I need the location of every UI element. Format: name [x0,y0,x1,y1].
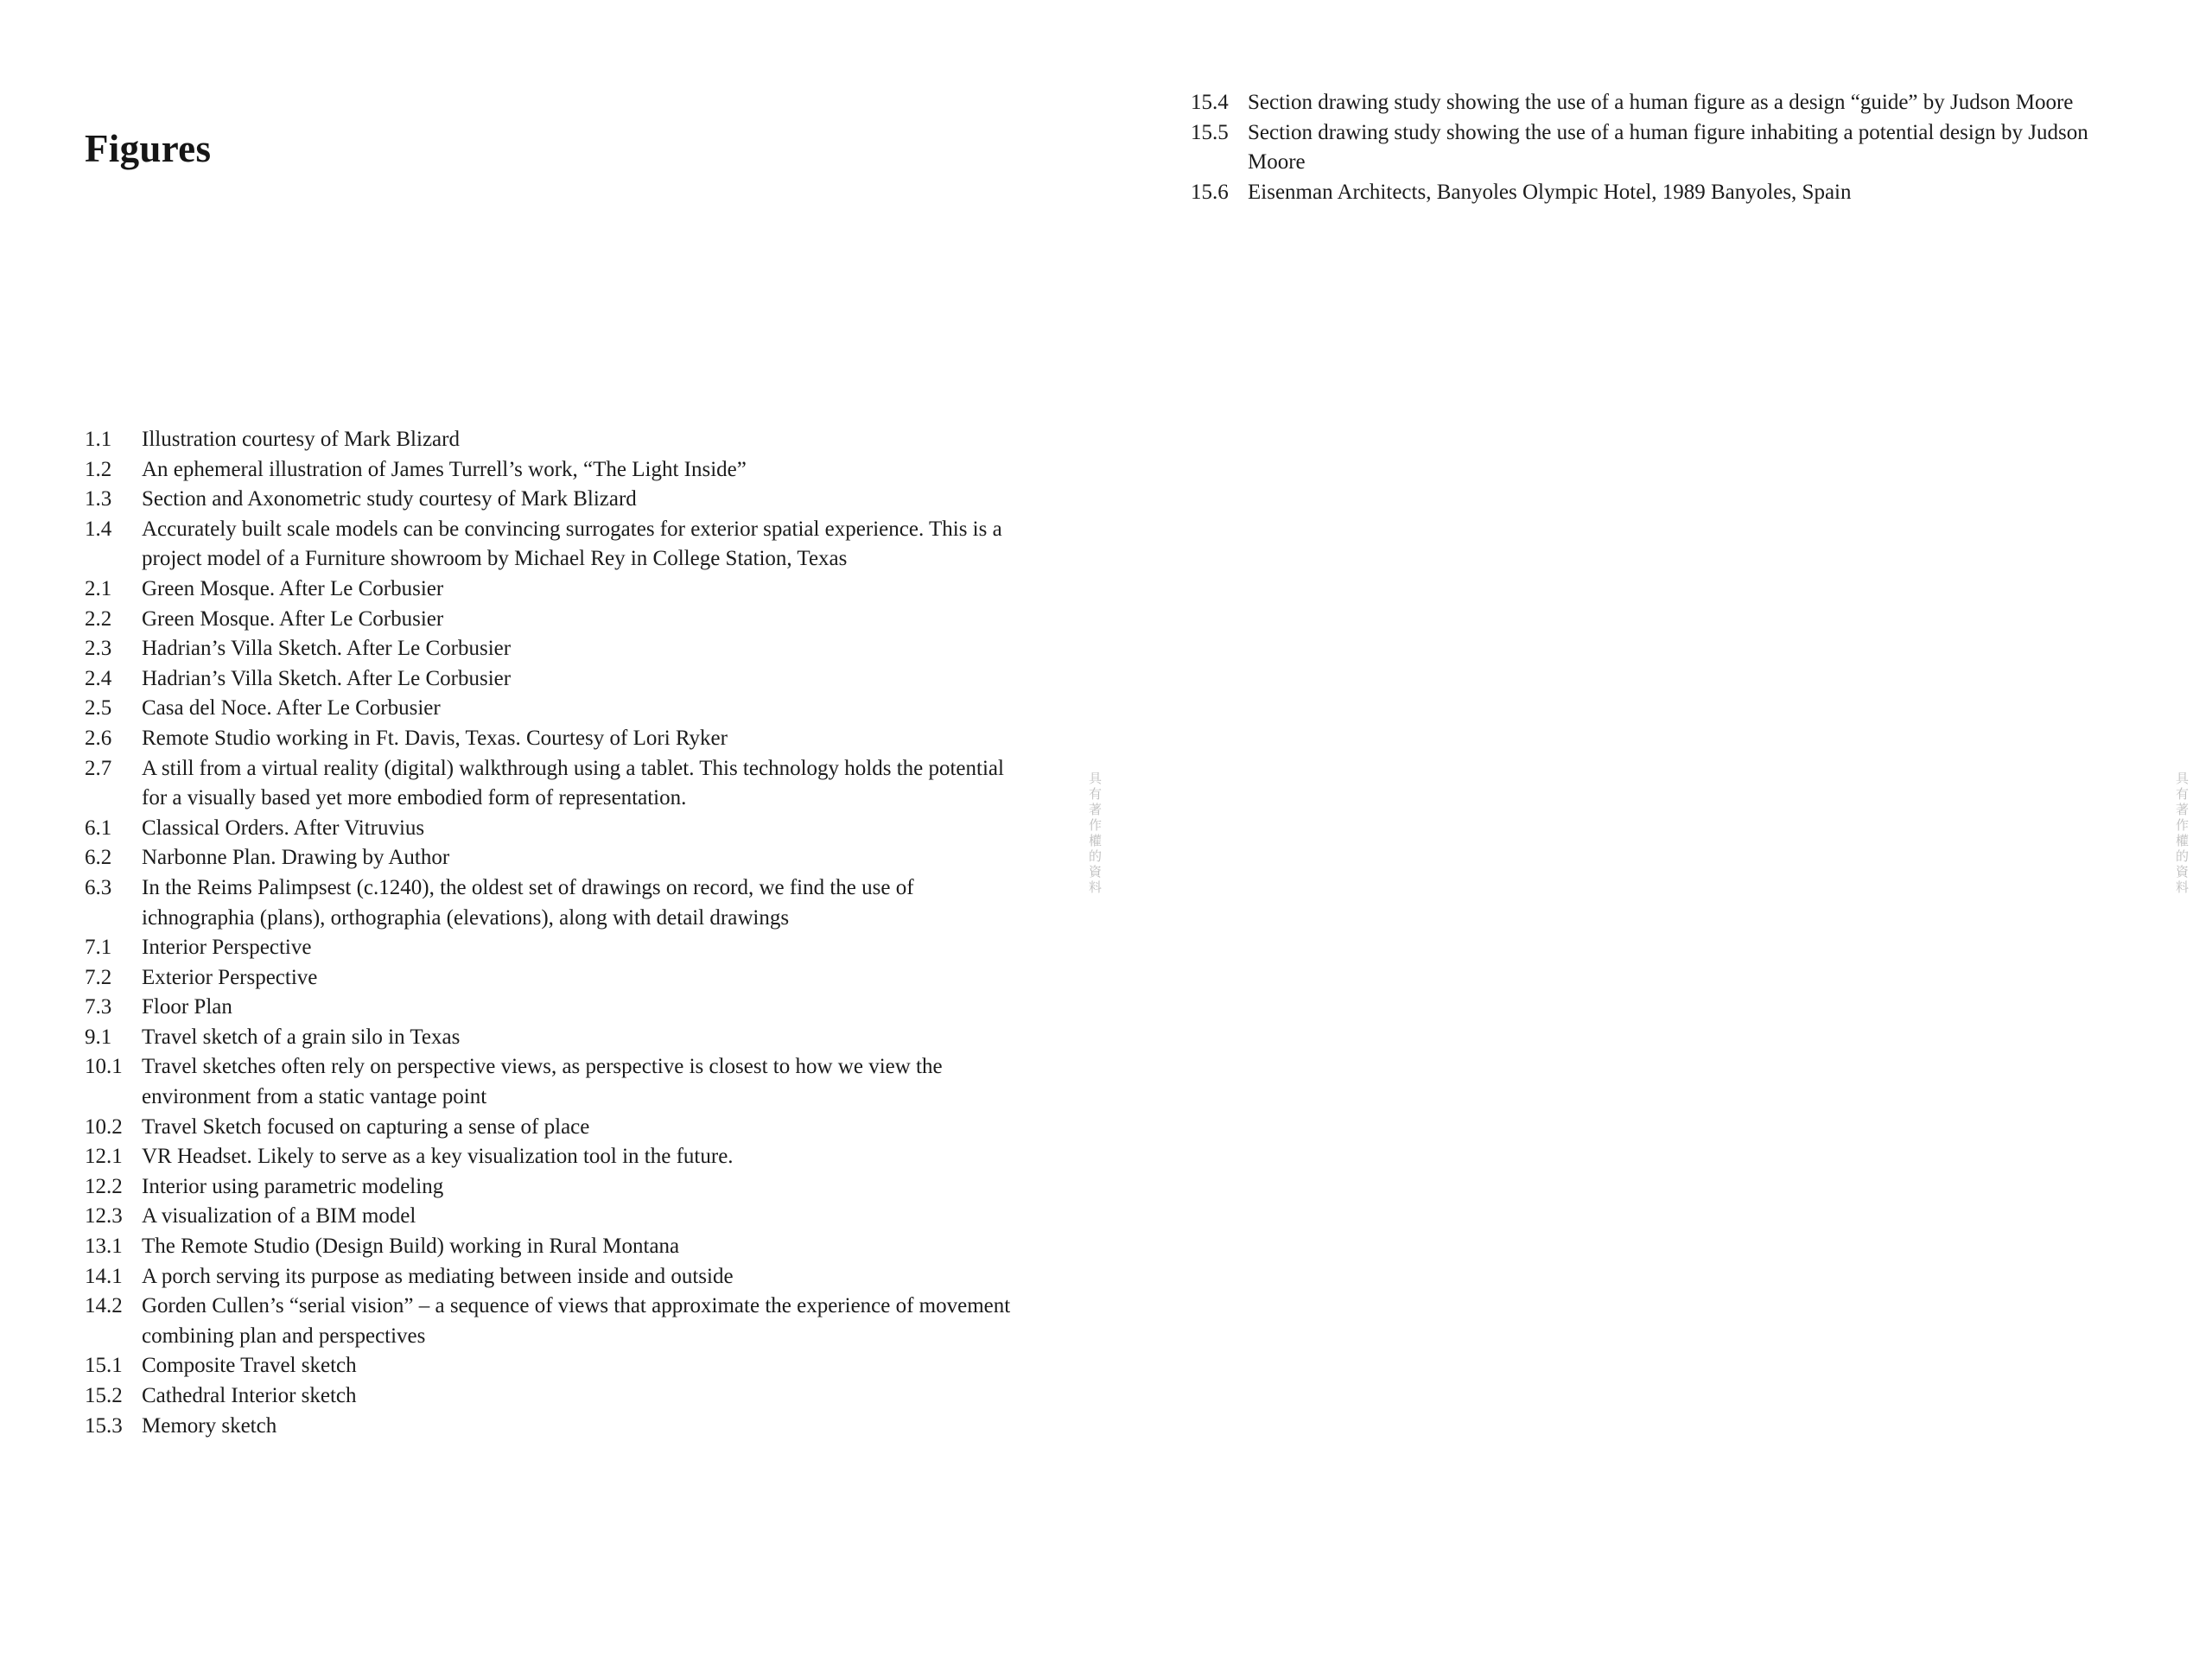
figure-caption: Memory sketch [142,1413,277,1438]
figure-caption: Hadrian’s Villa Sketch. After Le Corbusier [142,666,512,690]
figure-entry [1191,178,2113,208]
figure-entry [85,634,1027,664]
figure-number: 2.4 [85,666,112,690]
figure-caption: Section and Axonometric study courtesy of Mark Blizard [142,487,637,511]
figure-caption: Gorden Cullen’s “serial vision” – a sequence of views that approximate the experience of movement combining plan and perspectives [142,1294,1011,1348]
figure-number: 6.1 [85,816,112,840]
figure-number: 12.3 [85,1204,123,1228]
figure-number: 7.3 [85,995,112,1019]
figure-caption: Travel sketch of a grain silo in Texas [142,1025,461,1049]
figure-entry [85,814,1027,844]
figure-number: 7.1 [85,936,112,960]
figure-entry [85,933,1027,963]
figure-caption: Section drawing study showing the use of a human figure as a design “guide” by Judson Moore [1248,91,2074,114]
figure-caption: Remote Studio working in Ft. Davis, Texas. Courtesy of Lori Ryker [142,726,728,750]
figure-number: 1.1 [85,428,112,451]
figure-number: 15.3 [85,1413,123,1438]
figure-caption: Cathedral Interior sketch [142,1384,357,1407]
figure-entry [85,1292,1027,1351]
figure-entry [1191,118,2113,178]
figure-entry [85,963,1027,994]
figure-caption: In the Reims Palimpsest (c.1240), the oldest set of drawings on record, we find the use of ichnographia (plans), orthographia (elevations), along with detail drawings [142,875,914,930]
figures-list-right [1191,88,2113,207]
figure-number: 2.3 [85,637,112,661]
figure-caption: Interior Perspective [142,936,312,960]
figure-caption: Green Mosque. After Le Corbusier [142,576,444,600]
figure-number: 6.3 [85,875,112,899]
figure-entry [85,754,1027,814]
figure-number: 10.2 [85,1114,123,1139]
figure-caption: A porch serving its purpose as mediating between inside and outside [142,1264,734,1288]
figure-number: 9.1 [85,1025,112,1049]
figure-caption: Eisenman Architects, Banyoles Olympic Hotel, 1989 Banyoles, Spain [1248,180,1852,204]
figure-number: 15.2 [85,1384,123,1407]
figure-number: 10.1 [85,1055,123,1079]
figure-caption: The Remote Studio (Design Build) working in Rural Montana [142,1235,680,1259]
figure-caption: Composite Travel sketch [142,1354,357,1378]
figure-number: 14.2 [85,1294,123,1318]
figure-entry [85,1412,1027,1442]
figure-number: 2.6 [85,726,112,750]
figure-entry [85,1172,1027,1203]
figure-caption: Narbonne Plan. Drawing by Author [142,846,450,870]
figure-entry [85,1232,1027,1262]
figure-entry [85,605,1027,635]
figure-entry [85,1052,1027,1112]
figure-caption: Accurately built scale models can be convincing surrogates for exterior spatial experience. This is a project model of a Furniture showroom by Michael Rey in College Station, Texas [142,517,1002,571]
figure-number: 7.2 [85,965,112,989]
figure-caption: Travel Sketch focused on capturing a sense of place [142,1114,590,1139]
figure-entry [85,1351,1027,1381]
figure-number: 2.1 [85,576,112,600]
figure-number: 13.1 [85,1235,123,1259]
figure-entry [85,425,1027,455]
figure-entry [85,575,1027,605]
figure-caption: A visualization of a BIM model [142,1204,416,1228]
figure-number: 1.3 [85,487,112,511]
figure-caption: Green Mosque. After Le Corbusier [142,606,444,631]
figure-caption: Hadrian’s Villa Sketch. After Le Corbusier [142,637,512,661]
watermark-copyright-right: 具有著作權的資料 [2174,771,2188,896]
figure-entry [85,515,1027,575]
figure-number: 15.4 [1191,91,1229,114]
page-title: Figures [85,127,212,170]
figure-number: 15.5 [1191,120,1229,144]
figure-entry [85,1142,1027,1172]
figure-caption: Section drawing study showing the use of a human figure inhabiting a potential design by Judson Moore [1248,120,2088,175]
figure-entry [85,1202,1027,1232]
figure-caption: Illustration courtesy of Mark Blizard [142,428,460,451]
figure-entry [85,843,1027,873]
figure-entry [85,1381,1027,1412]
figure-caption: Casa del Noce. After Le Corbusier [142,696,441,721]
figure-number: 2.5 [85,696,112,721]
figure-entry [85,455,1027,486]
figure-number: 12.2 [85,1174,123,1198]
figure-entry [1191,88,2113,118]
figure-number: 6.2 [85,846,112,870]
figure-entry [85,724,1027,754]
figure-caption: Classical Orders. After Vitruvius [142,816,425,840]
figure-caption: VR Headset. Likely to serve as a key visualization tool in the future. [142,1145,734,1169]
figure-caption: Floor Plan [142,995,232,1019]
figure-entry [85,485,1027,515]
figure-number: 2.2 [85,606,112,631]
watermark-copyright-left: 具有著作權的資料 [1087,771,1101,896]
figure-caption: An ephemeral illustration of James Turrell’s work, “The Light Inside” [142,457,747,481]
figure-entry [85,1262,1027,1292]
figure-caption: Exterior Perspective [142,965,318,989]
figure-number: 12.1 [85,1145,123,1169]
figure-caption: Travel sketches often rely on perspective views, as perspective is closest to how we view the environment from a static vantage point [142,1055,943,1109]
figure-number: 1.2 [85,457,112,481]
figure-number: 15.6 [1191,180,1229,204]
figure-entry [85,694,1027,724]
figure-entry [85,1023,1027,1053]
figure-number: 14.1 [85,1264,123,1288]
figure-number: 15.1 [85,1354,123,1378]
figure-entry [85,873,1027,933]
figure-caption: Interior using parametric modeling [142,1174,444,1198]
figure-caption: A still from a virtual reality (digital) walkthrough using a tablet. This technology holds the potential for a visually based yet more embodied form of representation. [142,756,1004,810]
figure-entry [85,1113,1027,1143]
figure-number: 2.7 [85,756,112,780]
figures-list-left [85,425,1027,1441]
figure-entry [85,664,1027,695]
figure-entry [85,993,1027,1023]
figure-number: 1.4 [85,517,112,541]
